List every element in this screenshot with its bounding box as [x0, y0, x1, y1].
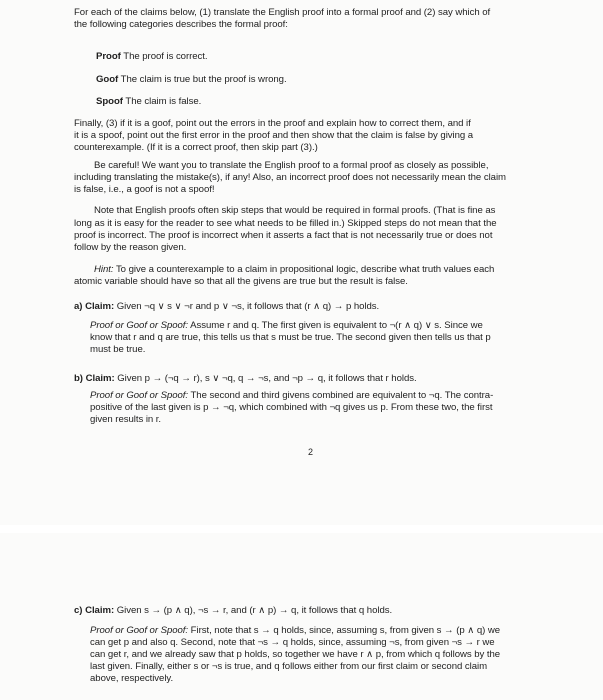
part-a-claim — [74, 301, 379, 313]
part-b-letter: b) — [74, 373, 83, 384]
part-c-line-1 — [90, 625, 500, 637]
intro-line-1: For each of the claims below, (1) translate the English proof into a formal proof and (2) say which of — [74, 7, 491, 18]
careful-line-3: is false, i.e., a goof is not a spoof! — [74, 184, 215, 195]
finally-line-2: it is a spoof, point out the first error in the proof and then show that the claim is false by giving a — [74, 130, 474, 141]
part-c-line-4: last given. Finally, either s or ¬s is true, and q follows either from our first claim or second claim — [90, 661, 488, 672]
part-a-letter: a) — [74, 301, 83, 312]
note-line-1: Note that English proofs often skip steps that would be required in formal proofs. (That is fine as — [94, 205, 496, 216]
category-spoof-name: Spoof — [96, 96, 123, 107]
hint-line-2: atomic variable should have so that all the givens are true but the result is false. — [74, 276, 408, 287]
page-number: 2 — [308, 447, 314, 457]
category-proof-desc: The proof is correct. — [123, 51, 208, 62]
part-a-claim-label: Claim: — [85, 301, 115, 312]
part-c-line-5: above, respectively. — [90, 673, 174, 684]
part-b-pgs-label: Proof or Goof or Spoof: — [90, 390, 189, 401]
part-a-pgs-label: Proof or Goof or Spoof: — [90, 320, 189, 331]
careful-line-1: Be careful! We want you to translate the English proof to a formal proof as closely as possible, — [94, 160, 489, 171]
part-b-claim-label: Claim: — [85, 373, 115, 384]
part-b-claim — [74, 373, 417, 385]
note-line-3: proof is incorrect. The proof is incorrect when it asserts a fact that is not necessarily true or does not — [74, 230, 493, 241]
part-c-letter: c) — [74, 605, 83, 616]
finally-line-3: counterexample. (If it is a correct proof, then skip part (3).) — [74, 142, 318, 153]
category-spoof-desc: The claim is false. — [125, 96, 202, 107]
part-a-line-1 — [90, 320, 483, 332]
part-a-line-2: know that r and q are true, this tells us that s must be true. The second given then tells us that p — [90, 332, 491, 343]
part-b-line-3: given results in r. — [90, 414, 162, 425]
category-spoof — [96, 96, 201, 108]
intro-line-2: the following categories describes the formal proof: — [74, 19, 288, 30]
part-b-line-1 — [90, 390, 493, 402]
hint-line-1 — [94, 264, 494, 276]
hint-text-1: To give a counterexample to a claim in propositional logic, describe what truth values each — [115, 264, 495, 275]
category-goof-desc: The claim is true but the proof is wrong. — [120, 74, 287, 85]
category-proof — [96, 51, 208, 63]
hint-label: Hint: — [94, 264, 114, 275]
part-b-text-1: The second and third givens combined are equivalent to ¬q. The contra- — [190, 390, 494, 401]
part-c-line-3: can get r, and we already saw that p holds, so together we have r ∧ p, from which q follows by the — [90, 649, 501, 660]
part-a-text-1: Assume r and q. The first given is equivalent to ¬(r ∧ q) ∨ s. Since we — [190, 320, 483, 331]
part-b-claim-text: Given p → (¬q → r), s ∨ ¬q, q → ¬s, and ¬p → q, it follows that r holds. — [117, 373, 417, 384]
part-c-claim-label: Claim: — [85, 605, 115, 616]
part-c-claim-text: Given s → (p ∧ q), ¬s → r, and (r ∧ p) → q, it follows that q holds. — [116, 605, 393, 616]
finally-line-1: Finally, (3) if it is a goof, point out the errors in the proof and explain how to correct them, and if — [74, 118, 471, 129]
part-b-line-2: positive of the last given is p → ¬q, which combined with ¬q gives us p. From these two, the first — [90, 402, 493, 413]
category-proof-name: Proof — [96, 51, 121, 62]
part-a-line-3: must be true. — [90, 344, 146, 355]
category-goof-name: Goof — [96, 74, 119, 85]
careful-line-2: including translating the mistake(s), if any! Also, an incorrect proof does not necessarily mean the claim — [74, 172, 506, 183]
category-goof — [96, 74, 287, 86]
note-line-4: follow by the reason given. — [74, 242, 187, 253]
part-a-claim-text: Given ¬q ∨ s ∨ ¬r and p ∨ ¬s, it follows that (r ∧ q) → p holds. — [116, 301, 380, 312]
note-line-2: long as it is easy for the reader to see what needs to be filled in.) Skipped steps do not mean that the — [74, 218, 497, 229]
part-c-line-2: can get p and also q. Second, note that ¬s → q holds, since, assuming ¬s, from given ¬s → r we — [90, 637, 495, 648]
part-c-pgs-label: Proof or Goof or Spoof: — [90, 625, 189, 636]
part-c-claim — [74, 605, 392, 617]
part-c-text-1: First, note that s → q holds, since, assuming s, from given s → (p ∧ q) we — [190, 625, 501, 636]
